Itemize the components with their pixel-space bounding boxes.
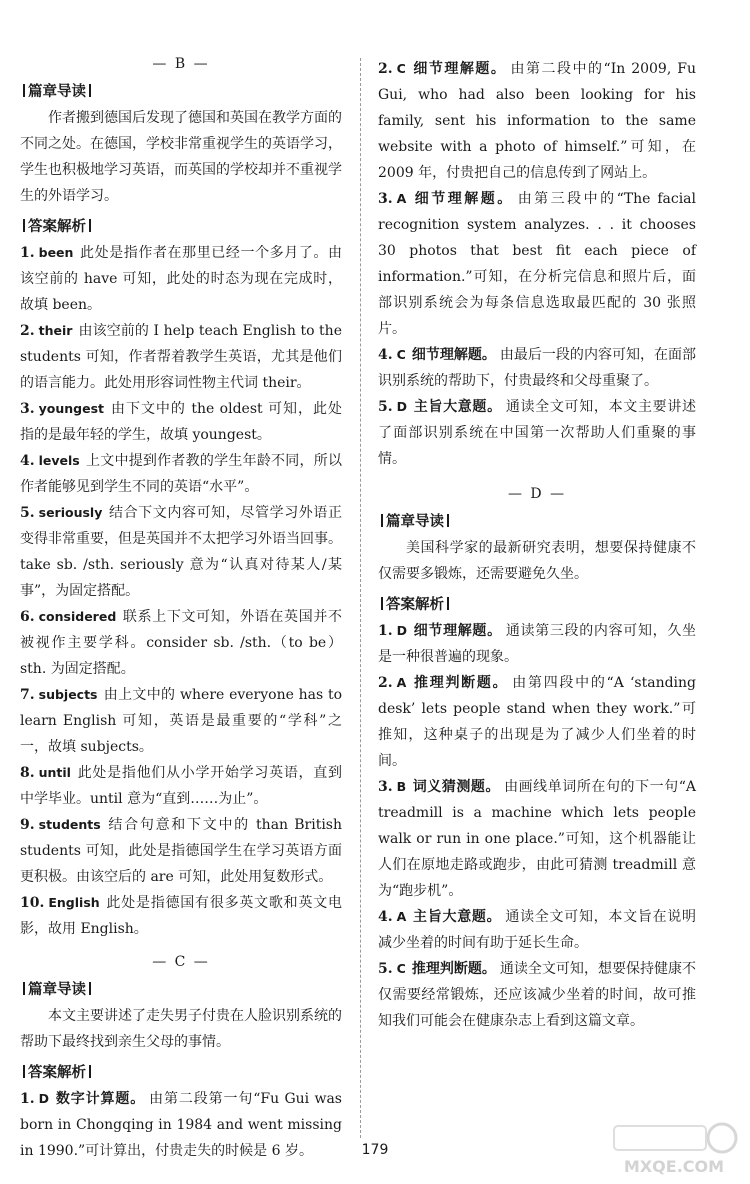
answer-explanation: 结合下文内容可知，尽管学习外语正变得非常重要，但是英国并不太把学习外语当回事。take sb. /sth. seriously 意为“认真对待某人/某事”，为固定搭配。 — [20, 505, 342, 599]
answer-number: 6. — [20, 609, 35, 625]
answer-explanation: 由最后一段的内容可知，在面部识别系统的帮助下，付贵最终和父母重聚了。 — [378, 347, 697, 389]
right-column — [378, 56, 696, 1034]
section-d-answers-label: 答案解析 — [378, 593, 696, 614]
answer-explanation: 通读第三段的内容可知，久坐是一种很普遍的现象。 — [378, 623, 697, 665]
answer-item — [378, 904, 696, 956]
answer-key: C — [396, 961, 406, 976]
answer-explanation: 由第三段中的“The facial recognition system analyzes. . . it chooses 30 photos that best fit each piece of information.”可知，在分析完信息和照片后，面部识别系统会为每条信息选取最匹配的 30 张照片。 — [378, 191, 697, 337]
answer-key: levels — [38, 453, 80, 468]
answer-item — [20, 318, 342, 396]
answer-key: C — [396, 61, 406, 76]
section-b-heading: — B — — [152, 56, 210, 72]
question-type: 主旨大意题。 — [413, 399, 502, 415]
answer-item — [20, 682, 342, 760]
answer-item — [20, 604, 342, 682]
answer-explanation: 由该空前的 I help teach English to the students 可知，作者帮着教学生英语，尤其是他们的语言能力。此处用形容词性物主代词 their。 — [20, 323, 342, 391]
answer-key: considered — [38, 609, 117, 624]
answer-explanation: 联系上下文可知，外语在英国并不被视作主要学科。consider sb. /sth.（to be）sth. 为固定搭配。 — [20, 609, 342, 677]
section-d-intro-label: 篇章导读 — [378, 510, 696, 531]
section-d-intro: 美国科学家的最新研究表明，想要保持健康不仅需要多锻炼，还需要避免久坐。 — [378, 540, 696, 582]
answer-number: 5. — [20, 505, 35, 521]
answer-item — [378, 670, 696, 774]
answer-key: English — [48, 895, 100, 910]
section-b-intro: 作者搬到德国后发现了德国和英国在教学方面的不同之处。在德国，学校非常重视学生的英语学习，学生也积极地学习英语，而英国的学校却并不重视学生的外语学习。 — [20, 110, 342, 204]
answer-number: 7. — [20, 687, 35, 703]
answer-item — [20, 500, 342, 604]
answer-key: D — [396, 399, 408, 414]
answer-key: C — [396, 347, 406, 362]
answer-explanation: 由下文中的 the oldest 可知，此处指的是最年轻的学生，故填 youngest。 — [20, 401, 342, 443]
answer-explanation: 由第二段第一句“Fu Gui was born in Chongqing in 1984 and went missing in 1990.”可计算出，付贵走失的时候是 6 岁。 — [20, 1091, 342, 1159]
section-c-answer-list — [378, 56, 696, 472]
answer-number: 4. — [378, 909, 393, 925]
answer-item — [20, 448, 342, 500]
answer-item — [378, 394, 696, 472]
watermark-logo — [604, 1120, 744, 1178]
answer-item — [20, 760, 342, 812]
answer-key: D — [396, 623, 408, 638]
answer-number: 4. — [378, 347, 393, 363]
answer-item — [378, 774, 696, 904]
section-c-intro-label: 篇章导读 — [20, 978, 342, 999]
answer-explanation: 此处是指他们从小学开始学习英语，直到中学毕业。until 意为“直到……为止”。 — [20, 765, 342, 807]
section-d-answer-list — [378, 618, 696, 1034]
section-c-answers-label: 答案解析 — [20, 1061, 342, 1082]
answer-explanation: 结合句意和下文中的 than British students 可知，此处是指德国学生在学习英语方面更积极。由该空后的 are 可知，此处用复数形式。 — [20, 817, 342, 885]
question-type: 数字计算题。 — [55, 1091, 146, 1107]
answer-item — [378, 956, 696, 1034]
answer-number: 2. — [20, 323, 35, 339]
answer-item — [378, 186, 696, 342]
answer-number: 5. — [378, 399, 393, 415]
answer-explanation: 由第四段中的“A ‘standing desk’ lets people stand when they work.”可推知，这种桌子的出现是为了减少人们坐着的时间。 — [378, 675, 697, 769]
answer-explanation: 上文中提到作者教的学生年龄不同，所以作者能够见到学生不同的英语“水平”。 — [20, 453, 342, 495]
answer-number: 1. — [20, 1091, 35, 1107]
section-c-heading: — C — — [152, 954, 210, 970]
answer-item — [20, 812, 342, 890]
answer-number: 4. — [20, 453, 35, 469]
column-divider — [360, 58, 361, 1138]
answer-key: youngest — [38, 401, 104, 416]
answer-explanation: 由第二段中的“In 2009, Fu Gui, who had also been looking for his family, sent his information to the same website with a photo of himself.”可知，在 2009 年，付贵把自己的信息传到了网站上。 — [378, 61, 696, 181]
answer-key: their — [38, 323, 73, 338]
section-b-answers-label: 答案解析 — [20, 215, 342, 236]
answer-key: subjects — [38, 687, 98, 702]
answer-explanation: 此处是指德国有很多英文歌和英文电影，故用 English。 — [20, 895, 342, 937]
answer-explanation: 通读全文可知，本文旨在说明减少坐着的时间有助于延长生命。 — [378, 909, 697, 951]
answer-key: A — [396, 909, 407, 924]
answer-item — [378, 618, 696, 670]
answer-number: 5. — [378, 961, 393, 977]
question-type: 细节理解题。 — [411, 61, 507, 77]
section-c-intro: 本文主要讲述了走失男子付贵在人脸识别系统的帮助下最终找到亲生父母的事情。 — [20, 1008, 342, 1050]
answer-number: 3. — [378, 191, 393, 207]
answer-number: 3. — [20, 401, 35, 417]
answer-explanation: 由上文中的 where everyone has to learn English 可知，英语是最重要的“学科”之一，故填 subjects。 — [20, 687, 342, 755]
answer-number: 1. — [378, 623, 393, 639]
answer-number: 9. — [20, 817, 35, 833]
left-column — [20, 56, 342, 1164]
answer-item — [20, 396, 342, 448]
answer-key: until — [38, 765, 71, 780]
answer-explanation: 通读全文可知，本文主要讲述了面部识别系统在中国第一次帮助人们重聚的事情。 — [378, 399, 697, 467]
answer-key: D — [38, 1091, 50, 1106]
answer-key: B — [396, 779, 407, 794]
question-type: 推理判断题。 — [412, 675, 509, 691]
answer-item — [378, 342, 696, 394]
question-type: 推理判断题。 — [411, 961, 496, 977]
answer-number: 10. — [20, 895, 45, 911]
answer-key: been — [38, 245, 74, 260]
page-number: 179 — [361, 1142, 389, 1158]
section-d-heading: — D — — [507, 486, 567, 502]
answer-number: 1. — [20, 245, 35, 261]
question-type: 细节理解题。 — [413, 623, 502, 639]
answer-number: 3. — [378, 779, 393, 795]
answer-item — [378, 56, 696, 186]
section-b-intro-label: 篇章导读 — [20, 80, 342, 101]
answer-key: A — [396, 191, 407, 206]
answer-item — [20, 240, 342, 318]
answer-explanation: 通读全文可知，想要保持健康不仅需要经常锻炼，还应该减少坐着的时间，故可推知我们可能会在健康杂志上看到这篇文章。 — [378, 961, 697, 1029]
section-b-answer-list — [20, 240, 342, 942]
answer-key: seriously — [38, 505, 103, 520]
question-type: 细节理解题。 — [411, 347, 496, 363]
answer-item — [20, 890, 342, 942]
answer-key: A — [396, 675, 407, 690]
answer-number: 2. — [378, 675, 393, 691]
question-type: 细节理解题。 — [412, 191, 514, 207]
watermark-text: MXQE.COM — [623, 1157, 725, 1176]
answer-number: 8. — [20, 765, 35, 781]
answer-explanation: 此处是指作者在那里已经一个多月了。由该空前的 have 可知，此处的时态为现在完成时，故填 been。 — [20, 245, 342, 313]
answer-number: 2. — [378, 61, 393, 77]
question-type: 主旨大意题。 — [412, 909, 502, 925]
answer-explanation: 由画线单词所在句的下一句“A treadmill is a machine which lets people walk or run in one place.”可知，这个机器能让人们在原地走路或跑步，由此可猜测 treadmill 意为“跑步机”。 — [378, 779, 697, 899]
answer-key: students — [38, 817, 101, 832]
question-type: 词义猜测题。 — [412, 779, 501, 795]
